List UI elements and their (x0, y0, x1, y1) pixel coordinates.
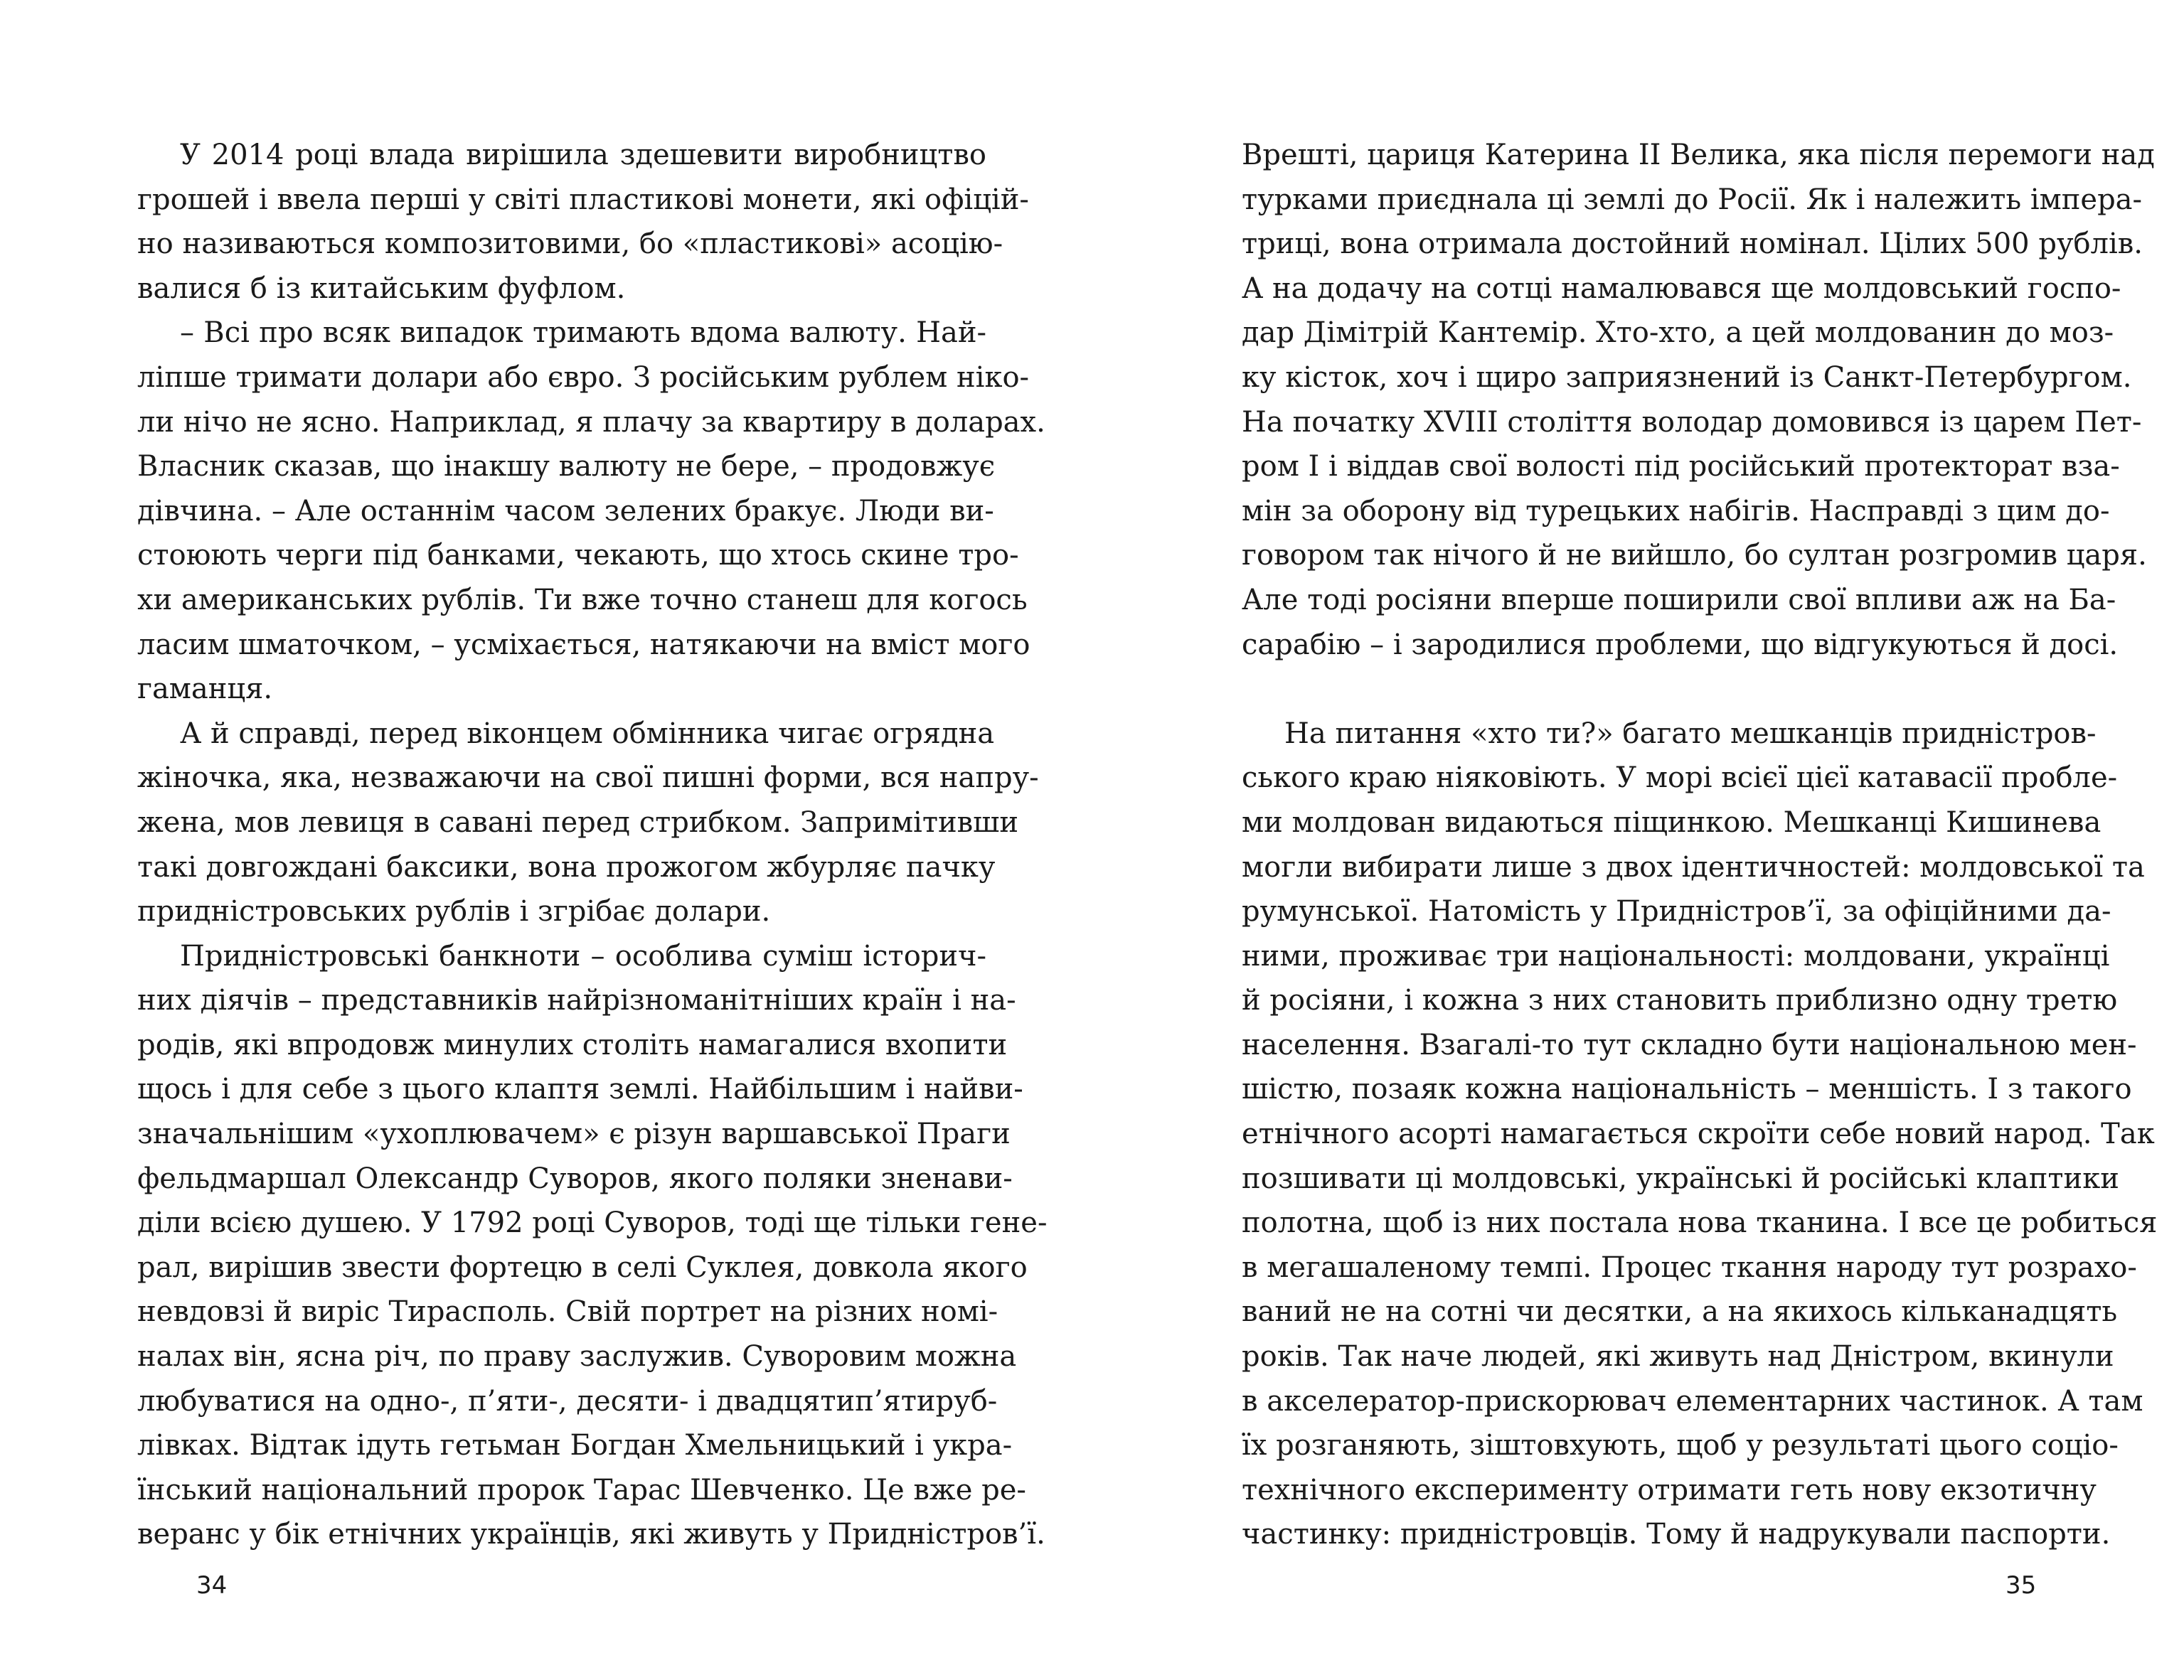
text-line: ли нічо не ясно. Наприклад, я плачу за квартиру в доларах. (137, 405, 1045, 439)
text-line: лівках. Відтак ідуть гетьман Богдан Хмельницький і укра- (137, 1429, 1013, 1462)
text-line: рал, вирішив звести фортецю в селі Суклея, довкола якого (137, 1251, 1028, 1284)
text-line: могли вибирати лише з двох ідентичностей: молдовської та (1242, 850, 2145, 884)
text-line: валися б із китайським фуфлом. (137, 272, 626, 305)
right-page (1092, 0, 2184, 1680)
text-line: етнічного асорті намагається скроїти себе новий народ. Так (1242, 1118, 2155, 1151)
text-line: ського краю ніяковіють. У морі всієї цієї катавасії пробле- (1242, 761, 2118, 795)
text-line: придністровських рублів і згрібає долари. (137, 895, 771, 929)
text-line: фельдмаршал Олександр Суворов, якого поляки зненави- (137, 1162, 1013, 1195)
text-line: років. Так наче людей, які живуть над Дністром, вкинули (1242, 1340, 2114, 1374)
text-line: А на додачу на сотці намалювався ще молдовський госпо- (1242, 272, 2121, 305)
text-line: полотна, щоб із них постала нова тканина. І все це робиться (1242, 1207, 2158, 1240)
text-line: населення. Взагалі-то тут складно бути національною мен- (1242, 1028, 2137, 1061)
text-line: в акселератор-прискорювач елементарних частинок. А там (1242, 1384, 2143, 1418)
text-line: ними, проживає три національності: молдовани, українці (1242, 939, 2110, 973)
text-line: румунської. Натомість у Придністров’ї, за офіційними да- (1242, 895, 2111, 929)
text-line: стоюють черги під банками, чекають, що хтось скине тро- (137, 539, 1019, 572)
text-line: значальнішим «ухоплювачем» є різун варшавської Праги (137, 1118, 1011, 1151)
text-line: шістю, позаяк кожна національність – меншість. І з такого (1242, 1073, 2132, 1106)
text-line: дівчина. – Але останнім часом зелених бракує. Люди ви- (137, 494, 994, 528)
text-line: щось і для себе з цього клаптя землі. Найбільшим і найви- (137, 1073, 1023, 1106)
text-line: технічного експерименту отримати геть нову екзотичну (1242, 1473, 2097, 1507)
text-line: гаманця. (137, 673, 273, 706)
text-line: ку кісток, хоч і щиро заприязнений із Санкт-Петербургом. (1242, 360, 2132, 394)
text-line: налах він, ясна річ, по праву заслужив. Суворовим можна (137, 1340, 1017, 1374)
text-line: мін за оборону від турецьких набігів. Насправді з цим до- (1242, 494, 2110, 528)
page-number: 35 (2005, 1571, 2037, 1600)
text-line: хи американських рублів. Ти вже точно станеш для когось (137, 583, 1028, 616)
text-line: діли всією душею. У 1792 році Суворов, тоді ще тільки гене- (137, 1207, 1048, 1240)
text-line: Придністровські банкноти – особлива суміш історич- (180, 939, 986, 973)
text-line: говором так нічого й не вийшло, бо султан розгромив царя. (1242, 539, 2147, 572)
text-line: веранс у бік етнічних українців, які живуть у Придністров’ї. (137, 1518, 1045, 1551)
right-page-text (1242, 133, 2158, 1557)
text-line: частинку: придністровців. Тому й надрукували паспорти. (1242, 1518, 2111, 1551)
text-line: А й справді, перед віконцем обмінника чигає огрядна (180, 717, 995, 750)
left-page-text (137, 133, 1048, 1557)
text-line: в мегашаленому темпі. Процес ткання народу тут розрахо- (1242, 1251, 2137, 1284)
text-line: ласим шматочком, – усміхається, натякаючи на вміст мого (137, 628, 1030, 661)
text-line: триці, вона отримала достойний номінал. Цілих 500 рублів. (1242, 228, 2143, 261)
text-line: – Всі про всяк випадок тримають вдома валюту. Най- (180, 316, 986, 350)
text-line: Власник сказав, що інакшу валюту не бере, – продовжує (137, 450, 996, 483)
text-line: На початку XVIII століття володар домовився із царем Пет- (1242, 405, 2142, 439)
text-line: ліпше тримати долари або євро. З російським рублем ніко- (137, 360, 1030, 394)
text-line: Але тоді росіяни вперше поширили свої впливи аж на Ба- (1242, 583, 2116, 616)
text-line: них діячів – представників найрізноманітніших країн і на- (137, 984, 1016, 1017)
text-line: но називаються композитовими, бо «пластикові» асоцію- (137, 228, 1003, 261)
text-line: ром I і віддав свої волості під російський протекторат вза- (1242, 450, 2120, 483)
text-line: сарабію – і зародилися проблеми, що відгукуються й досі. (1242, 628, 2119, 661)
text-line: їнський національний пророк Тарас Шевченко. Це вже ре- (137, 1473, 1026, 1507)
text-line: На питання «хто ти?» багато мешканців придністров- (1284, 717, 2097, 750)
page-number: 34 (196, 1571, 228, 1600)
text-line: жена, мов левиця в савані перед стрибком. Запримітивши (137, 806, 1019, 839)
text-line: родів, які впродовж минулих століть намагалися вхопити (137, 1028, 1008, 1061)
text-line: любуватися на одно-, п’яти-, десяти- і двадцятип’ятируб- (137, 1384, 998, 1418)
text-line: ваний не на сотні чи десятки, а на якихось кільканадцять (1242, 1295, 2118, 1329)
text-line: такі довгождані баксики, вона прожогом жбурляє пачку (137, 850, 996, 884)
text-line: жіночка, яка, незважаючи на свої пишні форми, вся напру- (137, 761, 1039, 795)
text-line: дар Дімітрій Кантемір. Хто-хто, а цей молдованин до моз- (1242, 316, 2114, 350)
text-line: й росіяни, і кожна з них становить приблизно одну третю (1242, 984, 2118, 1017)
text-line: ми молдован видаються піщинкою. Мешканці Кишинева (1242, 806, 2102, 839)
text-line: їх розганяють, зіштовхують, щоб у результаті цього соціо- (1242, 1429, 2119, 1462)
text-line: турками приєднала ці землі до Росії. Як і належить імпера- (1242, 183, 2143, 216)
text-line: У 2014 році влада вирішила здешевити виробництво (180, 139, 986, 171)
section-break (1242, 667, 2094, 712)
text-line: Врешті, цариця Катерина II Велика, яка після перемоги над (1242, 139, 2155, 171)
text-line: невдовзі й виріс Тирасполь. Свій портрет на різних номі- (137, 1295, 998, 1329)
text-line: грошей і ввела перші у світі пластикові монети, які офіцій- (137, 183, 1029, 216)
text-line: позшивати ці молдовські, українські й російські клаптики (1242, 1162, 2119, 1195)
